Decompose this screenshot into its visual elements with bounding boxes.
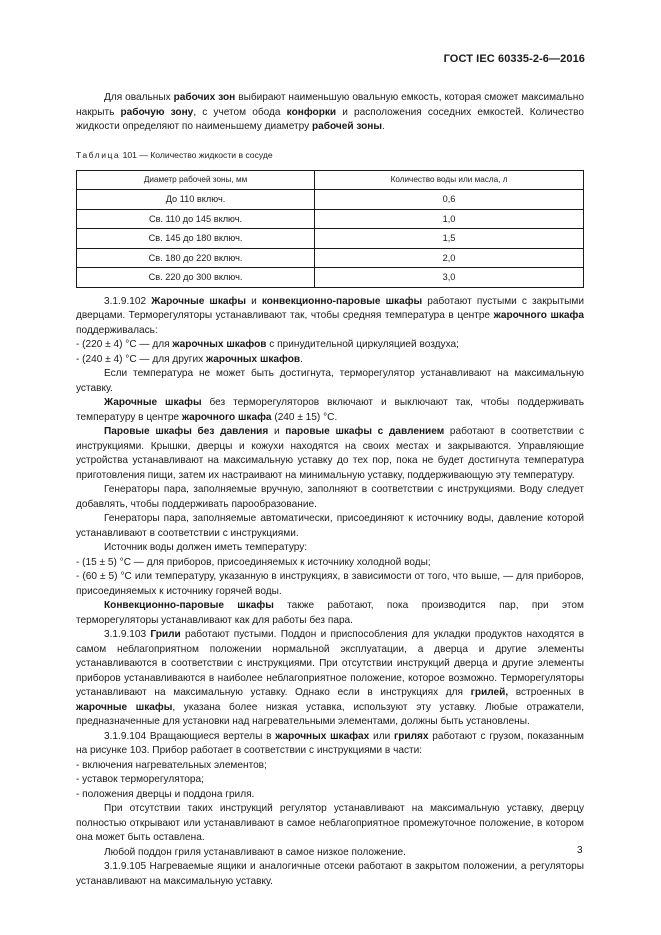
body-paragraph: 3.1.9.104 Вращающиеся вертелы в жарочных шкафах или грилях работают с грузом, показанным на рисунке 103. Прибор работает в соответствии с инструкциями в части: xyxy=(76,730,584,756)
body-paragraph: - уставок терморегулятора; xyxy=(76,774,204,785)
body-paragraph: - положения дверцы и поддона гриля. xyxy=(76,788,255,800)
body-paragraph: Источник воды должен иметь температуру: xyxy=(104,542,308,553)
body-paragraph: Паровые шкафы без давления и паровые шкафы с давлением работают в соответствии с инструкциями. Крышки, дверцы и кожухи находятся на своих местах и закрываются. Управляющие устройства устанавливают на максимальную уставку до тех пор, пока не будет достигнута температура приготовления пищи, затем их настраивают на минимальную уставку, поддерживающую эту температуру. xyxy=(76,426,585,481)
body-paragraph: Генераторы пара, заполняемые автоматически, присоединяют к источнику воды, давление которой устанавливают в соответствии с инструкциями. xyxy=(76,513,584,539)
body-paragraph: - (60 ± 5) °С или температуру, указанную в инструкциях, в зависимости от того, что выше, — для приборов, присоединяемых к источнику горячей воды. xyxy=(76,571,584,597)
liquid-quantity-table xyxy=(76,170,584,288)
body-paragraph: Если температура не может быть достигнута, терморегулятор устанавливают на максимальную уставку. xyxy=(76,368,584,394)
body-paragraph: Любой поддон гриля устанавливают в самое низкое положение. xyxy=(104,846,406,858)
table-header-quantity: Количество воды или масла, л xyxy=(315,171,584,190)
body-paragraph: Жарочные шкафы без терморегуляторов включают и выключают так, чтобы поддерживать температуру в центре жарочного шкафа (240 ± 15) °С. xyxy=(76,397,584,423)
body-paragraph: 3.1.9.102 Жарочные шкафы и конвекционно-паровые шкафы работают пустыми с закрытыми дверцами. Терморегуляторы устанавливают так, чтобы средняя температура в центре жарочного шкафа поддерживалась: xyxy=(76,295,585,336)
body-paragraph: 3.1.9.105 Нагреваемые ящики и аналогичные отсеки работают в закрытом положении, а регуляторы устанавливают на максимальную уставку. xyxy=(76,861,584,887)
table-caption: Таблица 101 — Количество жидкости в сосуде xyxy=(76,149,273,160)
intro-paragraph: Для овальных рабочих зон выбирают наименьшую овальную емкость, которая сможет максимально накрыть рабочую зону, с учетом обода конфорки и расположения соседних емкостей. Количество жидкости определяют по наименьшему диаметру рабочей зоны. xyxy=(76,92,585,132)
body-paragraph: При отсутствии таких инструкций регулятор устанавливают на максимальную уставку, дверцу полностью открывают или устанавливают в самое неблагоприятное промежуточное положение, в котором она может быть оставлена. xyxy=(76,803,584,843)
standard-header: ГОСТ IEC 60335-2-6—2016 xyxy=(443,53,585,65)
table-row: Св. 180 до 220 включ. 2,0 xyxy=(77,248,584,268)
body-paragraph: - (240 ± 4) °С — для других жарочных шкафов. xyxy=(76,353,303,365)
table-header-diameter: Диаметр рабочей зоны, мм xyxy=(77,171,315,190)
body-paragraph: - (220 ± 4) °С — для жарочных шкафов с принудительной циркуляцией воздуха; xyxy=(76,339,459,350)
table-header-row xyxy=(77,171,584,190)
table-row: Св. 220 до 300 включ. 3,0 xyxy=(77,268,584,288)
body-paragraph: 3.1.9.103 Грили работают пустыми. Поддон и приспособления для укладки продуктов находятся в самом неблагоприятном положении нормальной эксплуатации, а дверца и другие элементы устанавливаются в соответствии с инструкциями. При отсутствии инструкций дверца и другие элементы приборов устанавливаются в наиболее неблагоприятное положение, которое возможно. Терморегуляторы устанавливают на максимальную уставку. Однако если в инструкциях для грилей, встроенных в жарочные шкафы, указана более низкая уставка, используют эту уставку. Любые отражатели, предназначенные для установки над нагревательными элементами, должны быть установлены. xyxy=(76,629,585,727)
body-paragraph: - (15 ± 5) °С — для приборов, присоединяемых к источнику холодной воды; xyxy=(76,556,431,568)
table-row: Св. 145 до 180 включ. 1,5 xyxy=(77,229,584,249)
table-row: До 110 включ. 0,6 xyxy=(77,190,584,210)
document-body xyxy=(76,91,584,889)
body-paragraph: Конвекционно-паровые шкафы также работают, пока производится пар, при этом терморегуляторы устанавливают как для работы без пара. xyxy=(76,600,584,626)
body-paragraphs xyxy=(76,295,584,890)
page-number: 3 xyxy=(577,845,583,856)
body-paragraph: - включения нагревательных элементов; xyxy=(76,759,267,771)
table-row: Св. 110 до 145 включ. 1,0 xyxy=(77,209,584,229)
body-paragraph: Генераторы пара, заполняемые вручную, заполняют в соответствии с инструкциями. Воду следует добавлять, чтобы поддерживать парообразование. xyxy=(76,484,584,510)
